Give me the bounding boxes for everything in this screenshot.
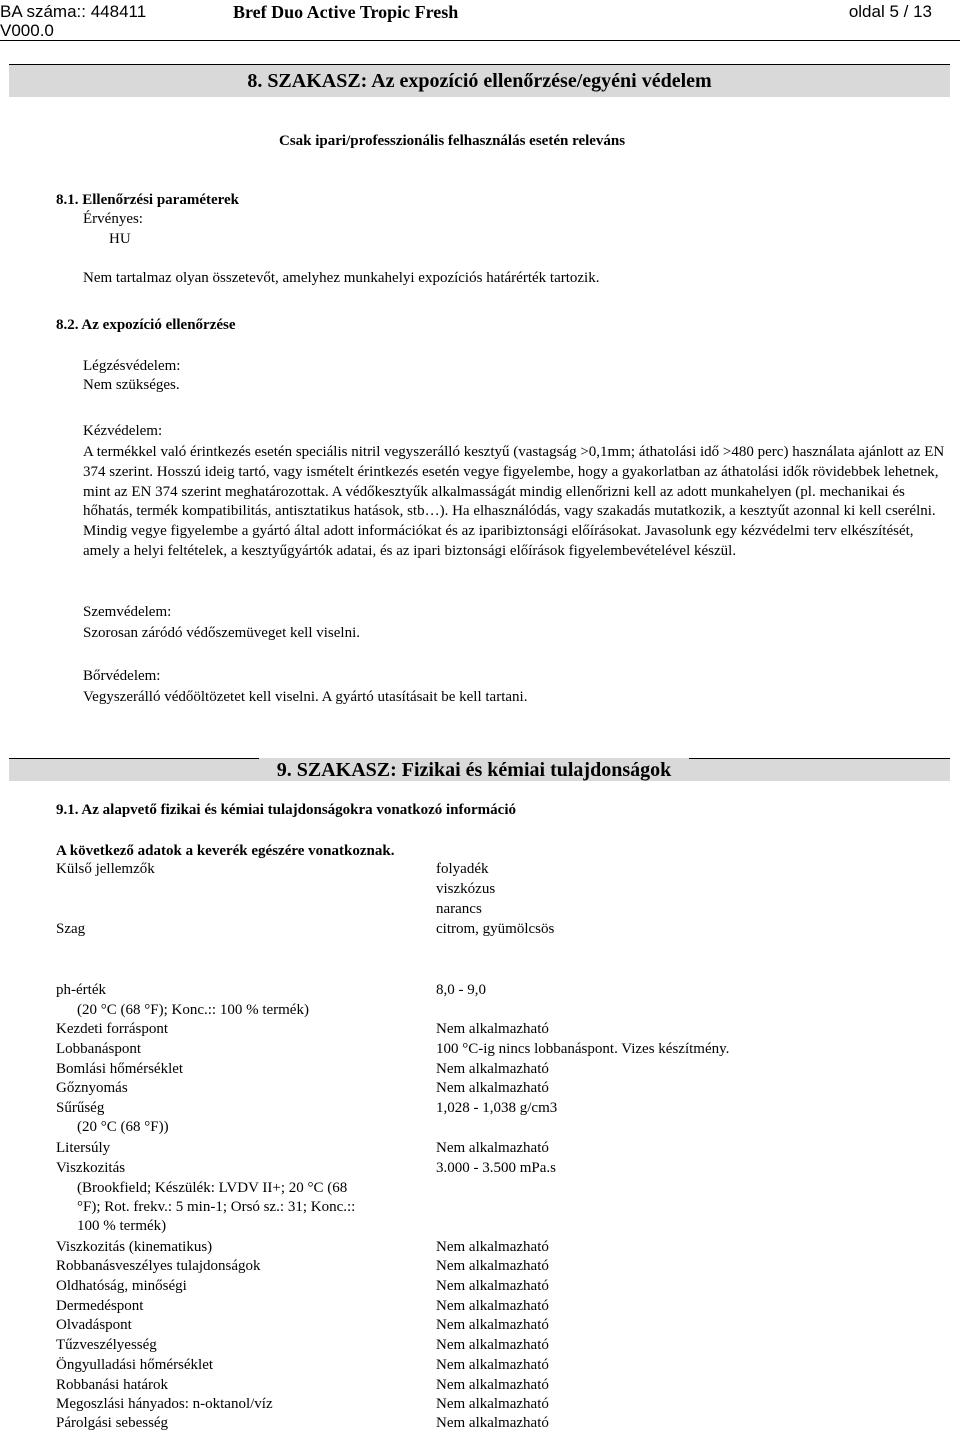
respiratory-value: Nem szükséges.	[83, 377, 180, 393]
property-row	[56, 1256, 956, 1276]
property-note: 100 % termék)	[77, 1218, 167, 1234]
property-label: Megoszlási hányados: n-oktanol/víz	[56, 1396, 273, 1412]
property-row	[56, 1078, 956, 1098]
property-label: Öngyulladási hőmérséklet	[56, 1357, 214, 1373]
page-header	[0, 0, 960, 42]
hand-protection-text: A termékkel való érintkezés esetén speciális nitril vegyszerálló kesztyű (vastagság >0,1mm; áthatolási idő >480 perc) használata ajánlott az EN 374 szerint. Hosszú ideig tartó, vagy ismételt érintkezés esetén vegye figyelembe, hogy a gyakorlatban az áthatolási idők rövidebbek lehetnek, mint az EN 374 szerint meghatározottak. A védőkesztyűk alkalmasságát mindig ellenőrizni kell az adott munkahelyen (pl. mechanikai és hőhatás, termék kompatibilitás, antisztatikus hatások, stb…). Ha elhasználódás, vagy szakadás mutatkozik, a kesztyűt azonnal ki kell cserélni. Mindig vegye figyelembe a gyártó által adott információkat és az iparibiztonsági előírásokat. Javasolunk egy kézvédelmi terv elkészítését, amely a helyi feltételek, a kesztyűgyártók adatai, és az ipari biztonsági előírások figyelembevételével készül.	[83, 444, 945, 559]
property-value: Nem alkalmazható	[436, 1278, 549, 1294]
appearance-value: narancs	[436, 901, 482, 917]
property-value: Nem alkalmazható	[436, 1415, 549, 1431]
property-note: °F); Rot. frekv.: 5 min-1; Orsó sz.: 31; Konc.::	[77, 1199, 356, 1215]
property-label: Tűzveszélyesség	[56, 1337, 157, 1353]
page-number: oldal 5 / 13	[848, 2, 932, 21]
property-row	[56, 1276, 956, 1296]
section-9-title: 9. SZAKASZ: Fizikai és kémiai tulajdonságok	[259, 758, 689, 780]
valid-label: Érvényes:	[83, 211, 143, 227]
property-label: Robbanási határok	[56, 1377, 169, 1393]
property-value: Nem alkalmazható	[436, 1140, 549, 1156]
property-label: Bomlási hőmérséklet	[56, 1061, 184, 1077]
property-value: Nem alkalmazható	[436, 1258, 549, 1274]
property-row	[56, 1059, 956, 1079]
property-label: Sűrűség	[56, 1100, 105, 1116]
property-row	[56, 1413, 956, 1433]
property-row	[56, 1039, 956, 1059]
odor-value: citrom, gyümölcsös	[436, 921, 555, 937]
property-label: Kezdeti forráspont	[56, 1021, 169, 1037]
appearance-value: folyadék	[436, 861, 489, 877]
skin-protection-value: Vegyszerálló védőöltözetet kell viselni. A gyártó utasításait be kell tartani.	[83, 689, 528, 705]
eye-protection-label: Szemvédelem:	[83, 604, 172, 620]
property-row	[56, 1138, 956, 1158]
no-limit-text: Nem tartalmaz olyan összetevőt, amelyhez munkahelyi expozíciós határérték tartozik.	[83, 270, 600, 286]
property-value: 100 °C-ig nincs lobbanáspont. Vizes készítmény.	[436, 1041, 730, 1057]
property-value: Nem alkalmazható	[436, 1080, 549, 1096]
property-note: (20 °C (68 °F); Konc.:: 100 % termék)	[77, 1002, 309, 1018]
property-label: Lobbanáspont	[56, 1041, 141, 1057]
property-value: Nem alkalmazható	[436, 1061, 549, 1077]
property-value: Nem alkalmazható	[436, 1239, 549, 1255]
appearance-label: Külső jellemzők	[56, 861, 155, 877]
property-row	[56, 1158, 956, 1178]
property-label: ph-érték	[56, 982, 106, 998]
property-row	[56, 1315, 956, 1335]
product-name: Bref Duo Active Tropic Fresh	[233, 2, 459, 22]
property-label: Robbanásveszélyes tulajdonságok	[56, 1258, 261, 1274]
property-value: 8,0 - 9,0	[436, 982, 486, 998]
property-row	[56, 1098, 956, 1118]
header-rule	[0, 40, 960, 41]
property-label: Viszkozitás (kinematikus)	[56, 1239, 213, 1255]
property-label: Gőznyomás	[56, 1080, 128, 1096]
section-8-1-title: 8.1. Ellenőrzési paraméterek	[56, 192, 240, 208]
appearance-value: viszkózus	[436, 881, 496, 897]
property-value: Nem alkalmazható	[436, 1396, 549, 1412]
property-row	[56, 980, 956, 1000]
property-row	[56, 1375, 956, 1395]
property-label: Olvadáspont	[56, 1317, 132, 1333]
property-value: 1,028 - 1,038 g/cm3	[436, 1100, 558, 1116]
property-value: Nem alkalmazható	[436, 1317, 549, 1333]
section-9-1-title: 9.1. Az alapvető fizikai és kémiai tulajdonságokra vonatkozó információ	[56, 802, 516, 818]
property-label: Párolgási sebesség	[56, 1415, 169, 1431]
property-row	[56, 1019, 956, 1039]
skin-protection-label: Bőrvédelem:	[83, 668, 161, 684]
eye-protection-value: Szorosan záródó védőszemüveget kell viselni.	[83, 625, 361, 641]
property-row	[56, 1355, 956, 1375]
property-note: (Brookfield; Készülék: LVDV II+; 20 °C (68	[77, 1180, 348, 1196]
mixture-note: A következő adatok a keverék egészére vonatkoznak.	[56, 843, 395, 859]
ba-number: BA száma:: 448411	[0, 2, 147, 21]
section-8-2-title: 8.2. Az expozíció ellenőrzése	[56, 317, 236, 333]
property-label: Litersúly	[56, 1140, 111, 1156]
property-label: Dermedéspont	[56, 1298, 144, 1314]
property-value: Nem alkalmazható	[436, 1298, 549, 1314]
version: V000.0	[0, 21, 54, 40]
property-row	[56, 1394, 956, 1414]
property-value: Nem alkalmazható	[436, 1021, 549, 1037]
section-8-title: 8. SZAKASZ: Az expozíció ellenőrzése/egyéni védelem	[9, 64, 950, 97]
property-row	[56, 1335, 956, 1355]
valid-value: HU	[109, 231, 131, 247]
property-row	[56, 1296, 956, 1316]
property-label: Oldhatóság, minőségi	[56, 1278, 187, 1294]
property-value: Nem alkalmazható	[436, 1357, 549, 1373]
property-label: Viszkozitás	[56, 1160, 126, 1176]
respiratory-label: Légzésvédelem:	[83, 358, 181, 374]
odor-label: Szag	[56, 921, 86, 937]
property-value: Nem alkalmazható	[436, 1337, 549, 1353]
property-note: (20 °C (68 °F))	[77, 1119, 169, 1135]
property-value: 3.000 - 3.500 mPa.s	[436, 1160, 556, 1176]
section-8-subtitle: Csak ipari/professzionális felhasználás esetén releváns	[279, 133, 626, 149]
property-row	[56, 1237, 956, 1257]
hand-protection-label: Kézvédelem:	[83, 423, 163, 439]
property-value: Nem alkalmazható	[436, 1377, 549, 1393]
